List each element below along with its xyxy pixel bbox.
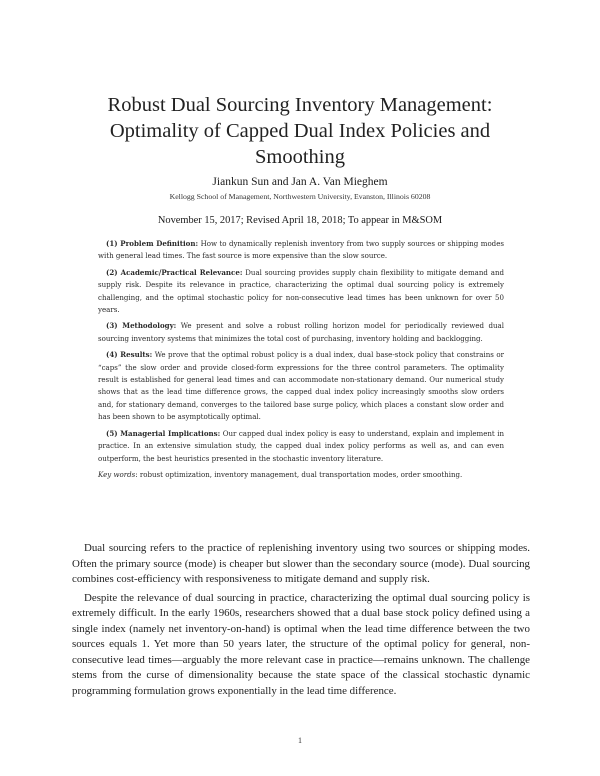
body-paragraph: Dual sourcing refers to the practice of replenishing inventory using two sources or shipping modes. Often the primary source (mode) is cheaper but slower than the secondary source (mode). Dual sourcing combines cost-efficiency with responsiveness to mitigate demand and supply risk. <box>72 542 530 585</box>
abstract-label: (5) Managerial Implications: <box>106 428 221 438</box>
affiliation: Kellogg School of Management, Northwestern University, Evanston, Illinois 60208 <box>169 192 431 201</box>
title-line-2: Optimality of Capped Dual Index Policies and <box>109 120 491 142</box>
title-line-3: Smoothing <box>255 146 345 168</box>
abstract-paragraph <box>98 238 504 263</box>
abstract-text: We present and solve a robust rolling horizon model for periodically reviewed dual sourcing inventory systems that minimizes the total cost of purchasing, inventory holding and backlogging. <box>98 321 504 343</box>
keywords <box>98 469 504 481</box>
page-number: 1 <box>298 736 302 745</box>
abstract-text: Dual sourcing provides supply chain flexibility to mitigate demand and supply risk. Despite its relevance in practice, characterizing the optimal dual sourcing policy is extremely challenging, and the optimal stochastic policy for non-consecutive lead times has been unknown for over 50 years. <box>98 267 504 315</box>
abstract-label: (4) Results: <box>106 350 153 360</box>
abstract-text: How to dynamically replenish inventory from two supply sources or shipping modes with general lead times. The fast source is more expensive than the slow source. <box>98 239 504 261</box>
abstract-paragraph <box>98 428 504 465</box>
dateline: November 15, 2017; Revised April 18, 2018; To appear in M&SOM <box>157 215 443 226</box>
keywords-text: : robust optimization, inventory management, dual transportation modes, order smoothing. <box>135 469 463 479</box>
abstract-label: (2) Academic/Practical Relevance: <box>106 267 243 277</box>
authors: Jiankun Sun and Jan A. Van Mieghem <box>212 176 388 188</box>
abstract-label: (3) Methodology: <box>106 321 177 331</box>
abstract-text: We prove that the optimal robust policy is a dual index, dual base-stock policy that constrains or “caps” the slow order and provide closed-form expressions for the three control parameters. The optimality result is established for general lead times and can accommodate non-stationary demand. Our numerical study shows that as the lead time difference grows, the capped dual index policy increasingly smooths slow orders and, for stationary demand, converges to the tailored base surge policy, which places a constant slow order and has been shown to be asymptotically optimal. <box>98 350 504 422</box>
paper-title <box>60 92 540 170</box>
keywords-label: Key words <box>98 469 136 479</box>
abstract-label: (1) Problem Definition: <box>106 239 199 248</box>
abstract <box>98 238 504 485</box>
abstract-paragraph <box>98 267 504 317</box>
body-text <box>72 541 530 702</box>
body-paragraph: Despite the relevance of dual sourcing in practice, characterizing the optimal dual sourcing policy is extremely difficult. In the early 1960s, researchers showed that a dual base stock policy defined using a single index (namely net inventory-on-hand) is optimal when the lead time difference between the two sources equals 1. Yet more than 50 years later, the structure of the optimal policy for general, non-consecutive lead times—arguably the more relevant case in practice—remains unknown. The challenge stems from the curse of dimensionality because the state space of the classical stochastic dynamic programming formulation grows exponentially in the lead time difference. <box>72 591 530 697</box>
abstract-text: Our capped dual index policy is easy to understand, explain and implement in practice. In an extensive simulation study, the capped dual index policy performs as well as, and can even outperform, the best heuristics presented in the stochastic inventory literature. <box>98 428 504 463</box>
abstract-paragraph <box>98 349 504 423</box>
title-line-1: Robust Dual Sourcing Inventory Management: <box>107 94 493 116</box>
abstract-paragraph <box>98 320 504 345</box>
